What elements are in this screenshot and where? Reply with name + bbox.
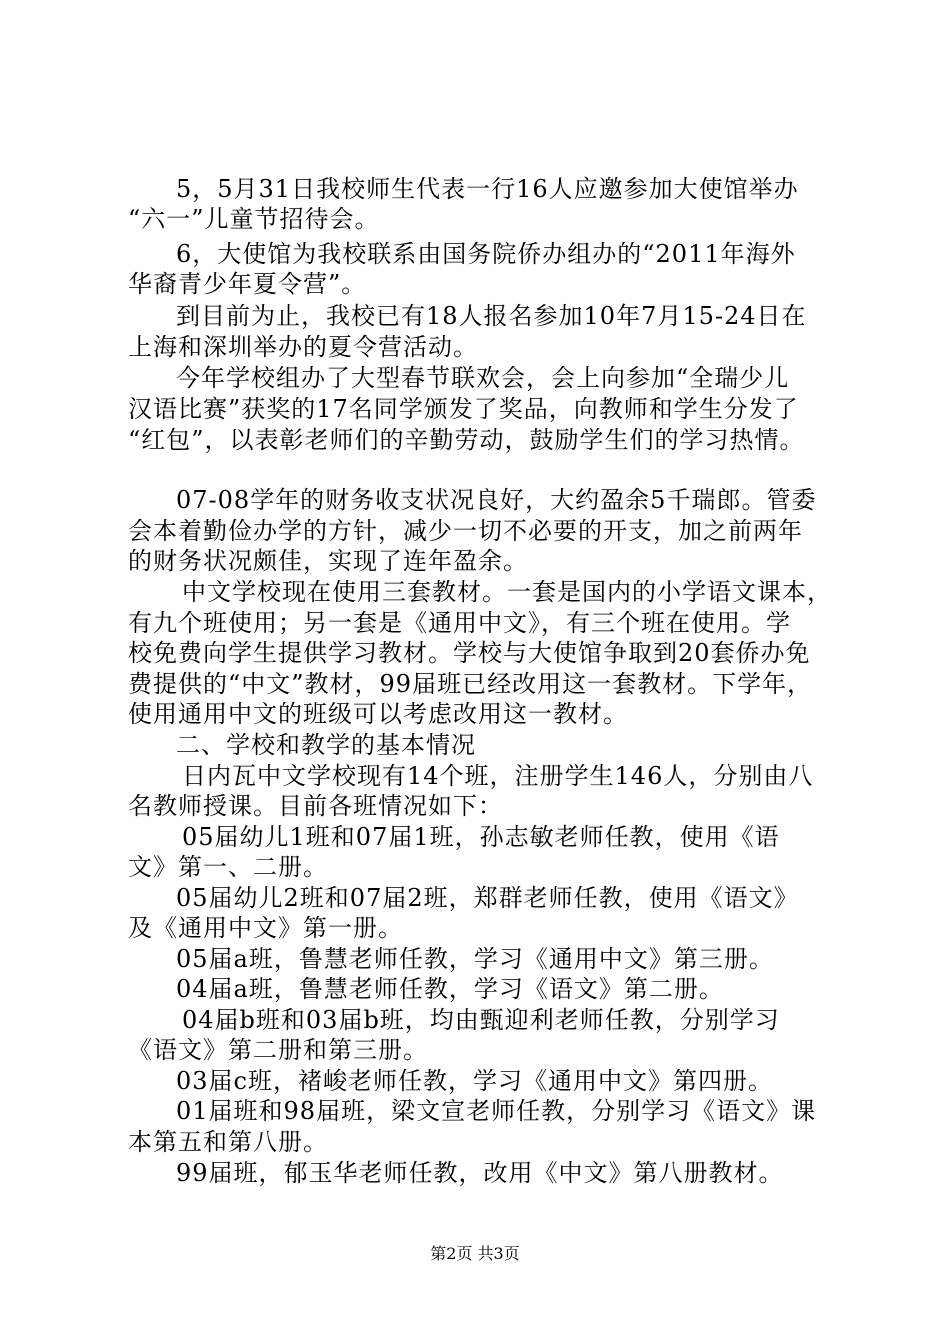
paragraph-line: 今年学校组办了大型春节联欢会，会上向参加“全瑞少儿: [176, 364, 790, 392]
paragraph-line: 汉语比赛”获奖的17名同学颁发了奖品，向教师和学生分发了: [128, 395, 799, 423]
paragraph-line: “红包”，以表彰老师们的辛勤劳动，鼓励学生们的学习热情。: [128, 426, 805, 454]
paragraph-line: 中文学校现在使用三套教材。一套是国内的小学语文课本，: [182, 578, 832, 606]
paragraph-line: 到目前为止，我校已有18人报名参加10年7月15-24日在: [176, 302, 807, 330]
paragraph-line: 05届幼儿1班和07届1班，孙志敏老师任教，使用《语: [182, 823, 780, 851]
paragraph-line: 6，大使馆为我校联系由国务院侨办组办的“2011年海外: [176, 240, 796, 268]
paragraph-line: “六一”儿童节招待会。: [128, 205, 380, 233]
paragraph-line: 04届b班和03届b班，均由甄迎利老师任教，分别学习: [182, 1006, 780, 1034]
paragraph-line: 有九个班使用；另一套是《通用中文》，有三个班在使用。学: [128, 609, 791, 637]
paragraph-line: 99届班，郁玉华老师任教，改用《中文》第八册教材。: [176, 1159, 784, 1187]
paragraph-line: 05届a班，鲁慧老师任教，学习《通用中文》第三册。: [176, 945, 774, 973]
paragraph-line: 上海和深圳举办的夏令营活动。: [128, 333, 478, 361]
paragraph-line: 01届班和98届班，梁文宣老师任教，分别学习《语文》课: [176, 1097, 817, 1125]
paragraph-line: 文》第一、二册。: [128, 853, 328, 881]
paragraph-line: 《语文》第二册和第三册。: [128, 1036, 428, 1064]
paragraph-line: 名教师授课。目前各班情况如下：: [128, 792, 503, 820]
paragraph-line: 04届a班，鲁慧老师任教，学习《语文》第二册。: [176, 975, 724, 1003]
paragraph-line: 日内瓦中文学校现有14个班，注册学生146人，分别由八: [182, 762, 814, 790]
paragraph-line: 5，5月31日我校师生代表一行16人应邀参加大使馆举办: [176, 175, 799, 203]
paragraph-line: 05届幼儿2班和07届2班，郑群老师任教，使用《语文》: [176, 884, 799, 912]
paragraph-line: 03届c班，褚峻老师任教，学习《通用中文》第四册。: [176, 1067, 773, 1095]
page-number: 第2页 共3页: [430, 1244, 520, 1263]
paragraph-line: 费提供的“中文”教材，99届班已经改用这一套教材。下学年，: [128, 670, 813, 698]
paragraph-line: 校免费向学生提供学习教材。学校与大使馆争取到20套侨办免: [128, 639, 811, 667]
section-heading: 二、学校和教学的基本情况: [176, 731, 476, 759]
paragraph-line: 07-08学年的财务收支状况良好，大约盈余5千瑞郎。管委: [176, 486, 817, 514]
paragraph-line: 本第五和第八册。: [128, 1128, 328, 1156]
paragraph-line: 及《通用中文》第一册。: [128, 914, 403, 942]
paragraph-line: 会本着勤俭办学的方针，减少一切不必要的开支，加之前两年: [128, 517, 803, 545]
paragraph-line: 华裔青少年夏令营”。: [128, 270, 367, 298]
paragraph-line: 的财务状况颇佳，实现了连年盈余。: [128, 547, 528, 575]
paragraph-line: 使用通用中文的班级可以考虑改用这一教材。: [128, 700, 628, 728]
